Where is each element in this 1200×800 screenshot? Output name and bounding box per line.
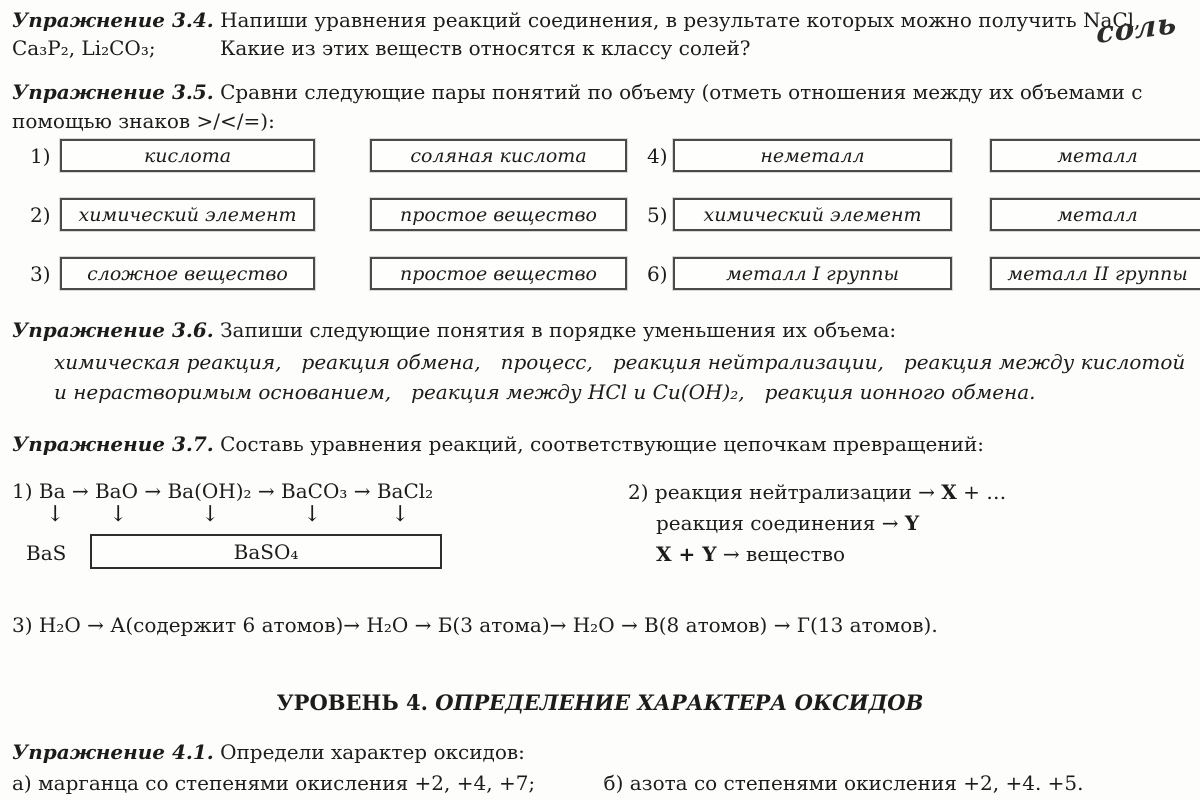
chain-2-line3 bbox=[628, 539, 1006, 570]
pair-row-1 bbox=[0, 139, 1200, 172]
down-arrow: ↓ bbox=[303, 502, 322, 527]
chain-2-line1-text: 2) реакция нейтрализации → bbox=[628, 480, 942, 504]
exercise-4-1-part-a: а) марганца со степенями окисления +2, +4, +7; bbox=[12, 771, 536, 795]
exercise-3-6-items-line1: химическая реакция, реакция обмена, процесс, реакция нейтрализации, реакция между кислотой bbox=[54, 350, 1186, 374]
level-4-title-plain: УРОВЕНЬ 4. bbox=[276, 690, 436, 715]
exercise-4-1-label: Упражнение 4.1. bbox=[12, 740, 214, 764]
chain-2-x: X bbox=[941, 480, 957, 504]
pair-number: 3) bbox=[30, 261, 51, 286]
chain-2-line1-tail: + … bbox=[956, 480, 1007, 504]
baso4-label: BaSO₄ bbox=[233, 539, 299, 564]
chain-2-xy: X + Y bbox=[656, 542, 717, 566]
exercise-3-4 bbox=[12, 6, 1172, 62]
chain-3-text: 3) H₂O → А(содержит 6 атомов)→ H₂O → Б(3 атома)→ H₂O → В(8 атомов) → Г(13 атомов). bbox=[12, 613, 938, 637]
exercise-3-7-chains bbox=[12, 477, 1188, 599]
pair-row-2 bbox=[0, 198, 1200, 231]
pair-box bbox=[990, 139, 1200, 172]
down-arrow: ↓ bbox=[109, 502, 128, 527]
pair-box-label: простое вещество bbox=[400, 203, 597, 226]
exercise-3-5-intro-line2: помощью знаков >/</=): bbox=[12, 109, 275, 133]
exercise-3-4-label: Упражнение 3.4. bbox=[12, 8, 214, 32]
exercise-3-6-intro: Запиши следующие понятия в порядке уменьшения их объема: bbox=[220, 318, 897, 342]
chain-2-line3-tail: → вещество bbox=[716, 542, 846, 566]
pair-box-label: металл bbox=[1057, 144, 1138, 167]
pair-number: 6) bbox=[647, 261, 668, 286]
exercise-3-5-intro-line1: Сравни следующие пары понятий по объему (отметь отношения между их объемами с bbox=[220, 80, 1143, 104]
down-arrow: ↓ bbox=[201, 502, 220, 527]
exercise-3-6-items-line2: и нерастворимым основанием, реакция между HCl и Cu(OH)₂, реакция ионного обмена. bbox=[54, 380, 1036, 404]
exercise-3-6-label: Упражнение 3.6. bbox=[12, 318, 214, 342]
chain-2-line2 bbox=[628, 508, 1006, 539]
pair-box-label: металл bbox=[1057, 203, 1138, 226]
pair-box bbox=[370, 139, 627, 172]
exercise-3-4-question: Какие из этих веществ относятся к классу солей? bbox=[219, 36, 751, 60]
chain-1-diagram bbox=[12, 477, 612, 599]
down-arrow: ↓ bbox=[391, 502, 410, 527]
chain-1-text: 1) Ba → BaO → Ba(OH)₂ → BaCO₃ → BaCl₂ bbox=[12, 479, 434, 503]
exercise-3-7-intro: Составь уравнения реакций, соответствующие цепочкам превращений: bbox=[220, 432, 985, 456]
pair-box-label: соляная кислота bbox=[410, 144, 587, 167]
pair-box bbox=[990, 198, 1200, 231]
exercise-3-6-heading bbox=[12, 316, 1188, 344]
exercise-3-7-label: Упражнение 3.7. bbox=[12, 432, 214, 456]
exercise-3-6 bbox=[12, 316, 1188, 407]
pair-box bbox=[673, 257, 952, 290]
pair-number: 5) bbox=[647, 202, 668, 227]
pair-box-label: неметалл bbox=[760, 144, 865, 167]
pairs-grid bbox=[0, 139, 1200, 316]
baso4-box bbox=[90, 534, 442, 569]
pair-box-label: сложное вещество bbox=[87, 262, 288, 285]
pair-box-label: кислота bbox=[143, 144, 232, 167]
exercise-4-1-parts bbox=[12, 768, 1188, 799]
pair-box bbox=[370, 257, 627, 290]
pair-number: 1) bbox=[30, 143, 51, 168]
pair-box bbox=[60, 139, 315, 172]
exercise-4-1-heading bbox=[12, 737, 1188, 768]
chain-2-line2-text: реакция соединения → bbox=[656, 511, 905, 535]
exercise-3-5-label: Упражнение 3.5. bbox=[12, 80, 214, 104]
pair-box bbox=[370, 198, 627, 231]
chain-2-y: Y bbox=[904, 511, 920, 535]
pair-box-label: химический элемент bbox=[703, 203, 922, 226]
pair-box-label: металл I группы bbox=[726, 262, 899, 285]
handwritten-note: соль bbox=[1096, 5, 1178, 51]
exercise-3-7-heading bbox=[12, 430, 1188, 458]
pair-box-label: простое вещество bbox=[400, 262, 597, 285]
exercise-3-4-formulas: Ca₃P₂, Li₂CO₃; bbox=[12, 36, 156, 60]
exercise-4-1-intro: Определи характер оксидов: bbox=[220, 740, 525, 764]
pair-row-3 bbox=[0, 257, 1200, 290]
level-4-title-italic: ОПРЕДЕЛЕНИЕ ХАРАКТЕРА ОКСИДОВ bbox=[435, 690, 924, 715]
pair-box bbox=[673, 198, 952, 231]
pair-box bbox=[673, 139, 952, 172]
pair-box-label: металл II группы bbox=[1007, 262, 1188, 285]
exercise-3-4-line2 bbox=[12, 34, 1172, 62]
pair-box bbox=[60, 257, 315, 290]
pair-number: 4) bbox=[647, 143, 668, 168]
level-4-title bbox=[0, 689, 1200, 717]
chain-1-bas-label: BaS bbox=[26, 541, 67, 565]
exercise-3-4-text: Напиши уравнения реакций соединения, в результате которых можно получить NaCl, bbox=[220, 8, 1141, 32]
pair-box-label: химический элемент bbox=[78, 203, 297, 226]
exercise-3-6-items bbox=[12, 347, 1188, 407]
down-arrow: ↓ bbox=[46, 502, 65, 527]
chain-2-block bbox=[628, 477, 1006, 599]
pair-box bbox=[60, 198, 315, 231]
chain-2-line1 bbox=[628, 477, 1006, 508]
exercise-4-1 bbox=[12, 737, 1188, 799]
pair-box bbox=[990, 257, 1200, 290]
exercise-3-4-line1 bbox=[12, 6, 1172, 34]
exercise-4-1-part-b: б) азота со степенями окисления +2, +4. +5. bbox=[603, 771, 1084, 795]
pair-number: 2) bbox=[30, 202, 51, 227]
exercise-3-5-intro bbox=[12, 78, 1188, 136]
